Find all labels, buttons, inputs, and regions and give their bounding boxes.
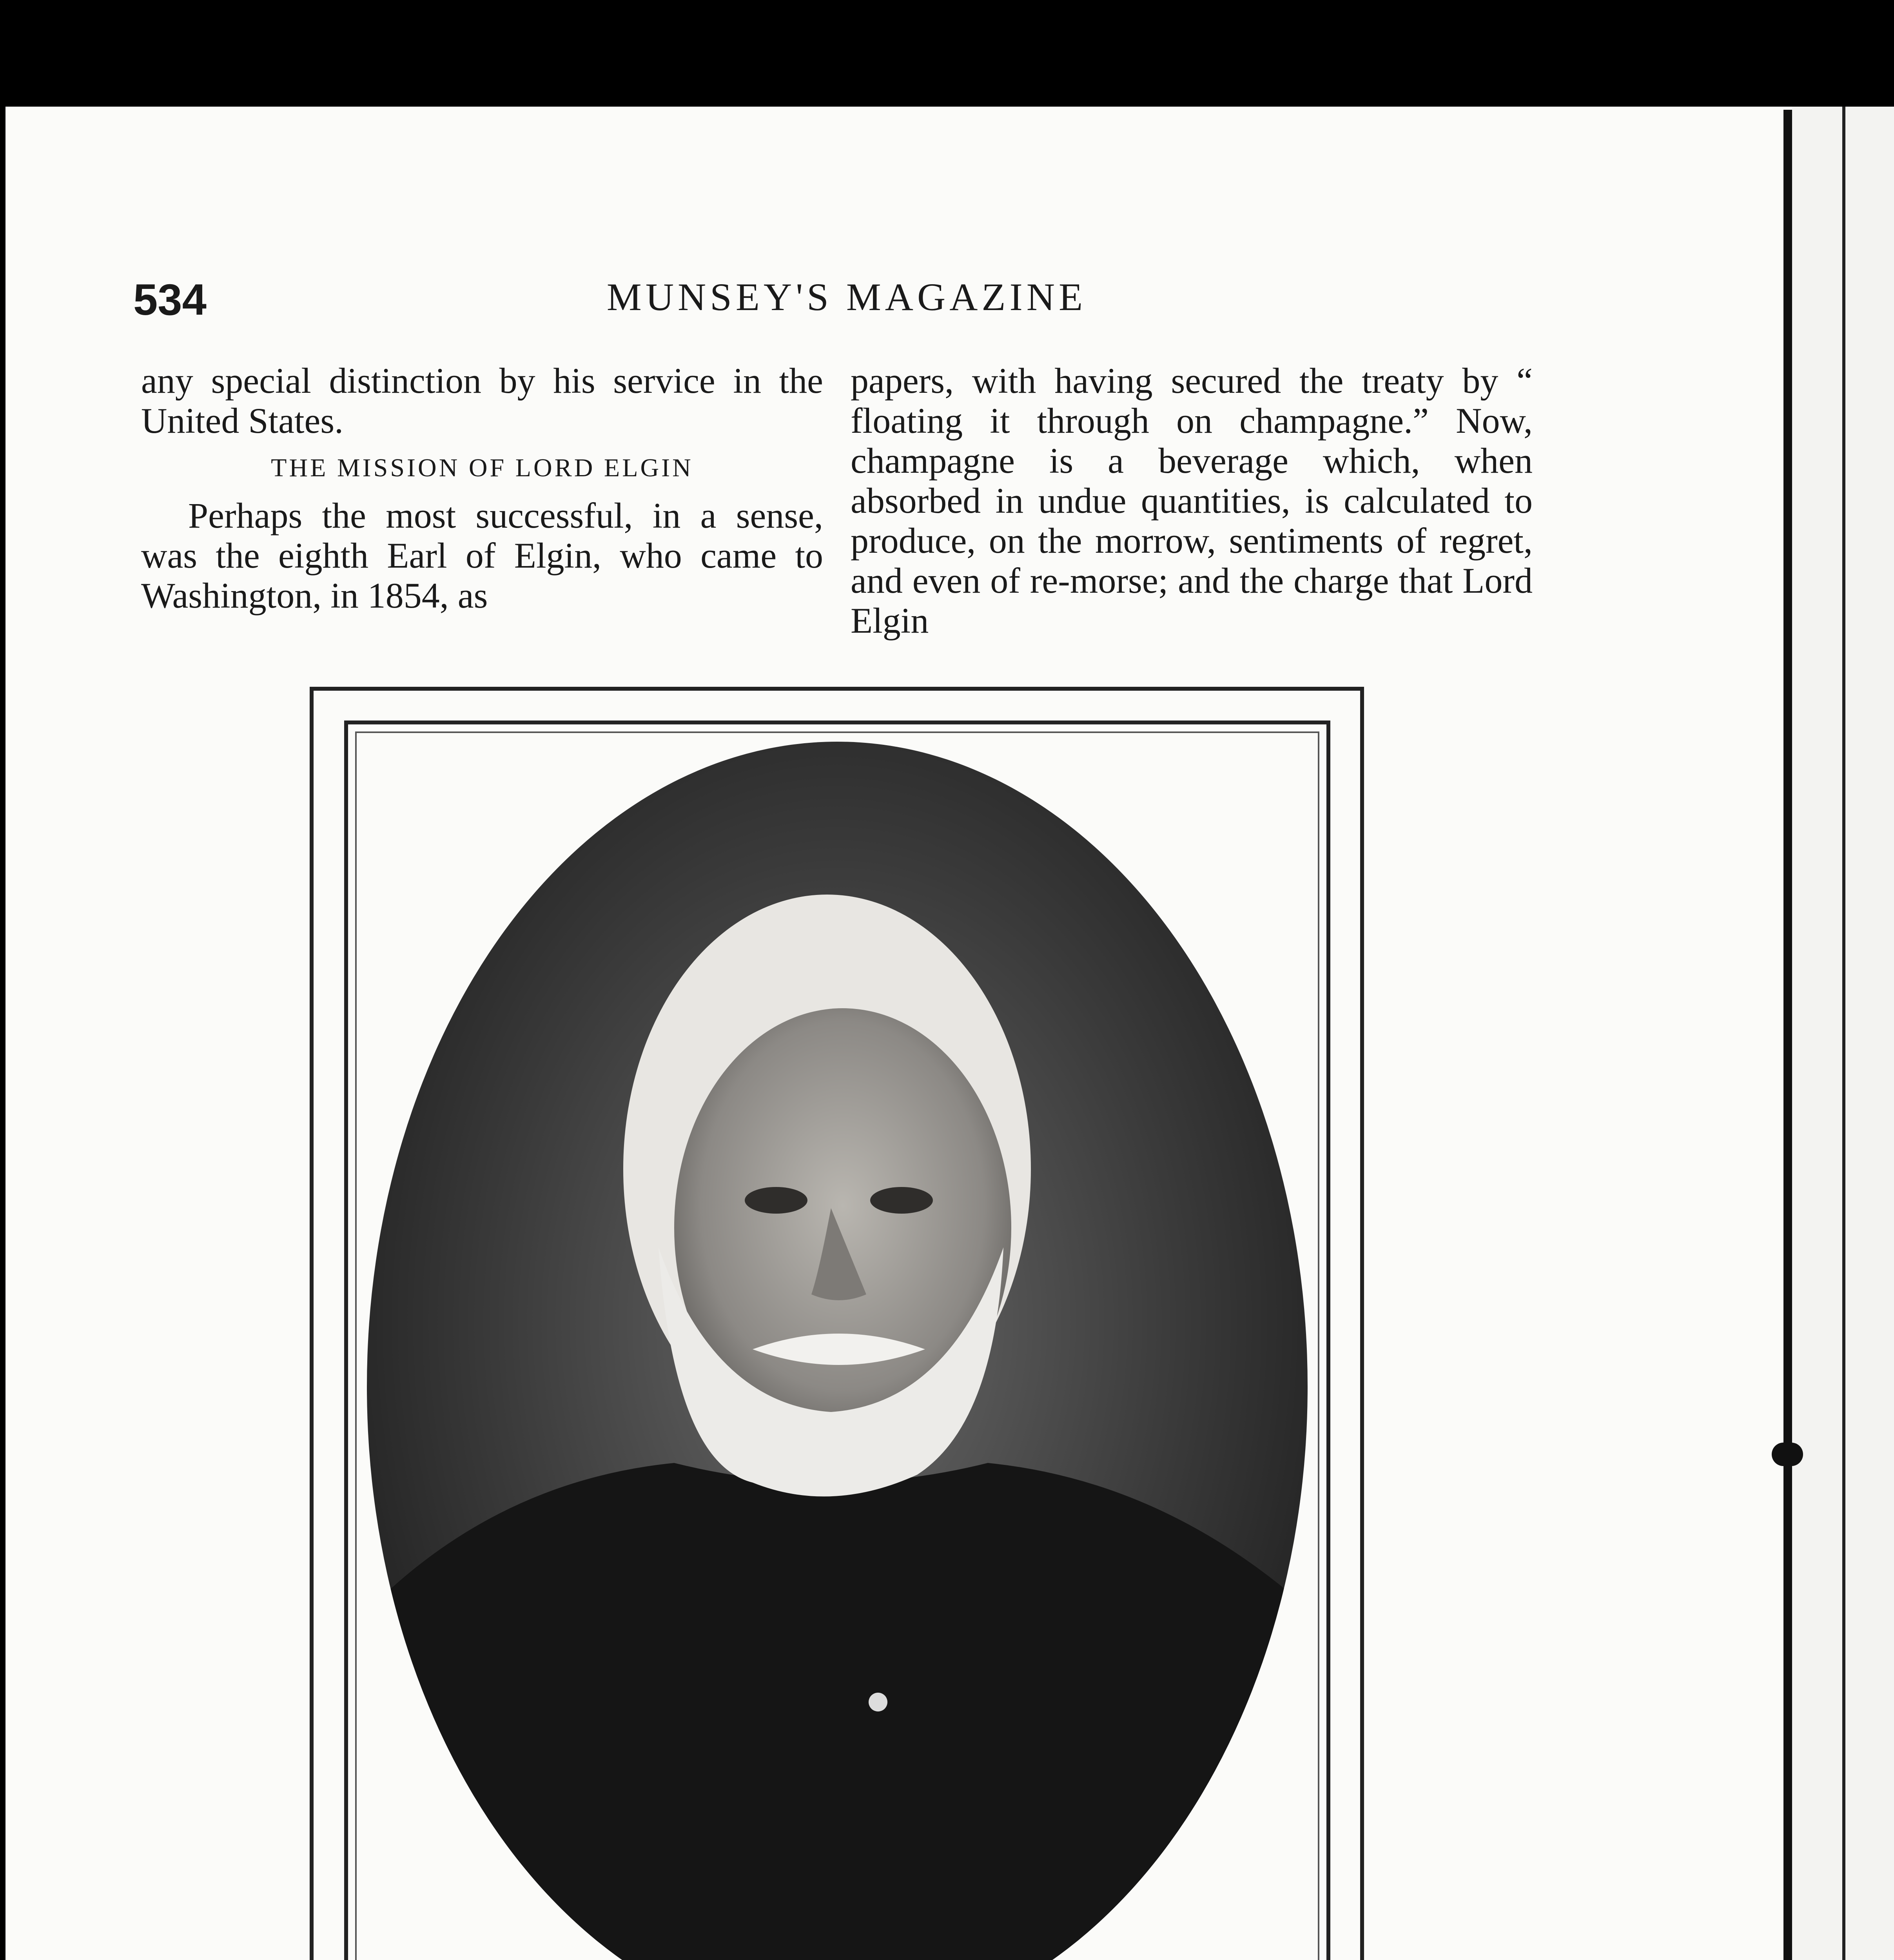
paragraph: papers, with having secured the treaty by “ floating it through on champagne.” Now, champagne is a beverage which, when absorbed in undue quantities, is calculated to produce, on the morrow, sentiments of regret, and even of re-morse; and the charge that Lord Elgin bbox=[851, 361, 1533, 641]
page-gutter bbox=[1783, 110, 1792, 1960]
running-head bbox=[133, 274, 1560, 329]
column-right-top bbox=[851, 361, 1533, 641]
column-left-top bbox=[141, 361, 823, 615]
page-number: 534 bbox=[133, 275, 207, 324]
binding-mark bbox=[1772, 1443, 1803, 1466]
paragraph: any special distinction by his service in the United States. bbox=[141, 361, 823, 441]
portrait-photograph bbox=[361, 738, 1314, 1960]
paragraph: Perhaps the most successful, in a sense, was the eighth Earl of Elgin, who came to Washington, in 1854, as bbox=[141, 495, 823, 615]
margin-line bbox=[1842, 107, 1845, 1960]
section-subheading: THE MISSION OF LORD ELGIN bbox=[271, 454, 693, 482]
magazine-title: MUNSEY'S MAGAZINE bbox=[606, 275, 1087, 319]
